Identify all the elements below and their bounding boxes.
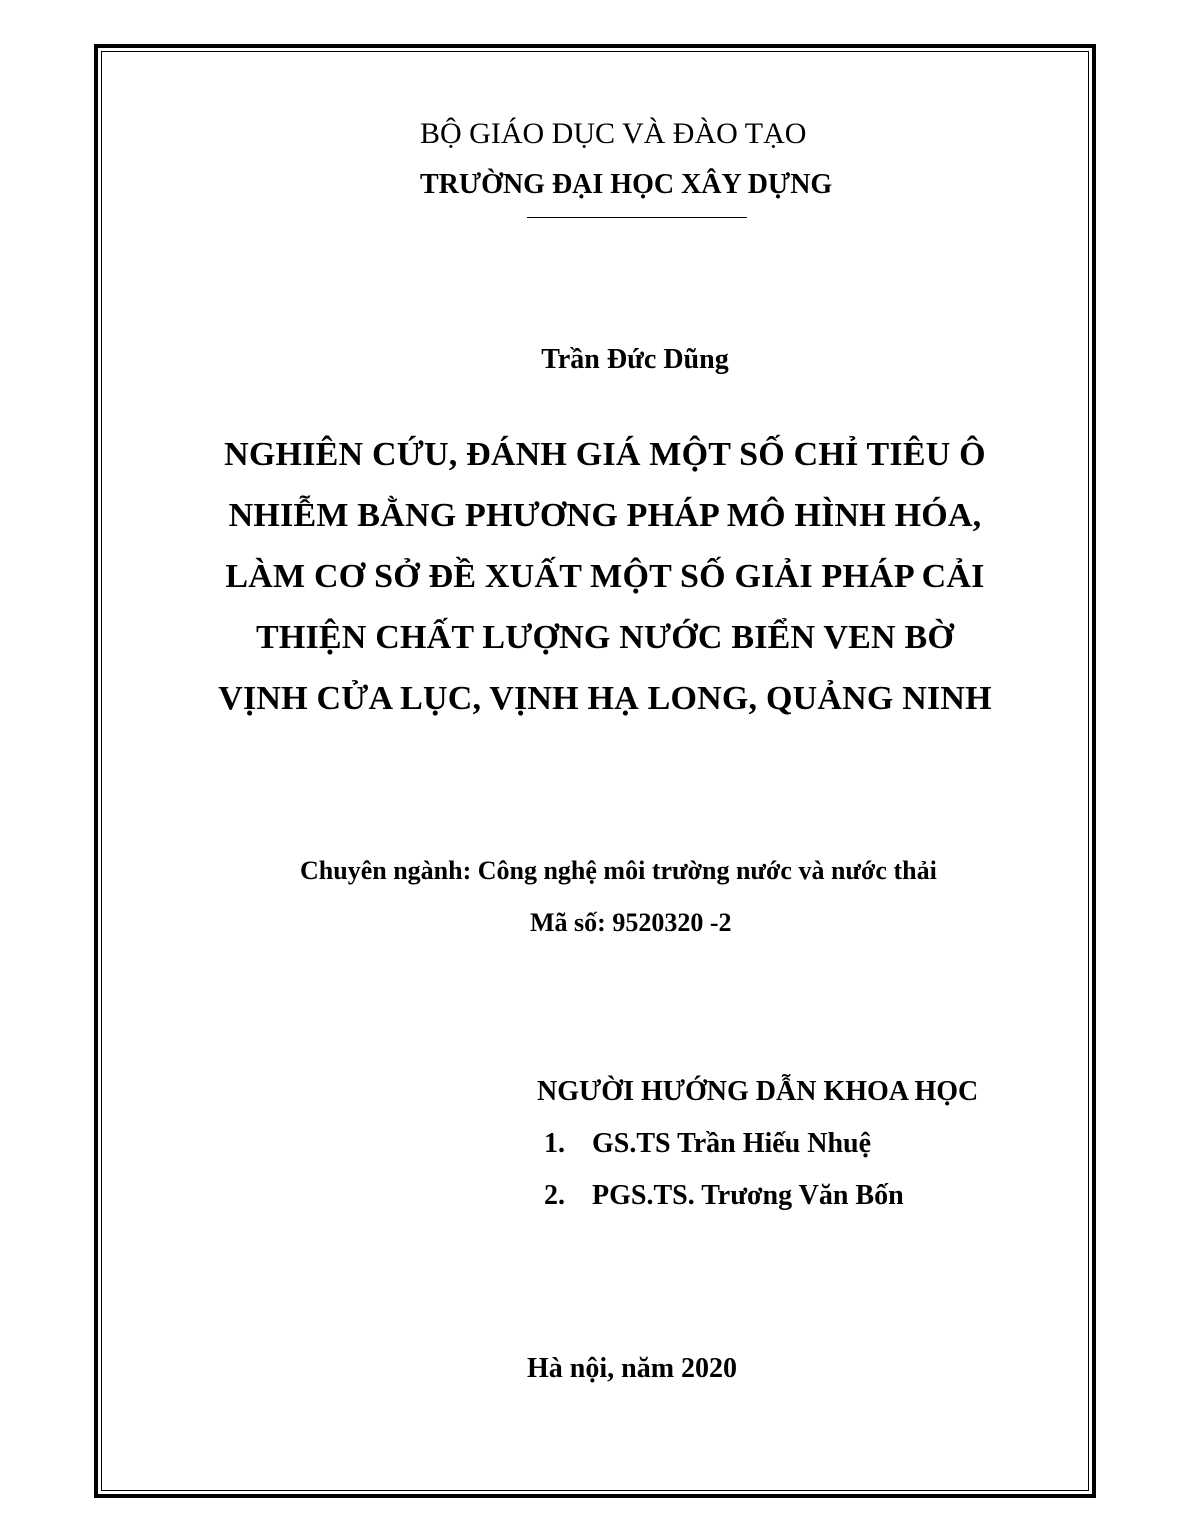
header-divider	[527, 217, 747, 218]
page-border-inner	[101, 51, 1089, 1491]
supervisor-number: 2.	[544, 1180, 565, 1211]
title-line: LÀM CƠ SỞ ĐỀ XUẤT MỘT SỐ GIẢI PHÁP CẢI	[225, 558, 985, 595]
supervisor-name: PGS.TS. Trương Văn Bốn	[592, 1180, 904, 1211]
supervisor-item	[544, 1130, 871, 1158]
thesis-title	[150, 430, 1060, 735]
title-line: NGHIÊN CỨU, ĐÁNH GIÁ MỘT SỐ CHỈ TIÊU Ô	[224, 436, 986, 473]
supervisors-heading: NGƯỜI HƯỚNG DẪN KHOA HỌC	[537, 1076, 979, 1107]
ministry-name: BỘ GIÁO DỤC VÀ ĐÀO TẠO	[420, 117, 807, 150]
major-label: Chuyên ngành: Công nghệ môi trường nước và nước thải	[300, 856, 937, 885]
title-line: VỊNH CỬA LỤC, VỊNH HẠ LONG, QUẢNG NINH	[218, 680, 992, 717]
author-name: Trần Đức Dũng	[541, 344, 729, 375]
title-line: THIỆN CHẤT LƯỢNG NƯỚC BIỂN VEN BỜ	[255, 619, 955, 656]
supervisor-item	[544, 1182, 904, 1210]
university-name: TRƯỜNG ĐẠI HỌC XÂY DỰNG	[420, 169, 833, 200]
place-and-year: Hà nội, năm 2020	[527, 1353, 738, 1384]
supervisor-number: 1.	[544, 1128, 565, 1159]
title-line: NHIỄM BẰNG PHƯƠNG PHÁP MÔ HÌNH HÓA,	[228, 497, 982, 534]
major-code: Mã số: 9520320 -2	[530, 908, 732, 937]
supervisor-name: GS.TS Trần Hiếu Nhuệ	[592, 1128, 872, 1159]
